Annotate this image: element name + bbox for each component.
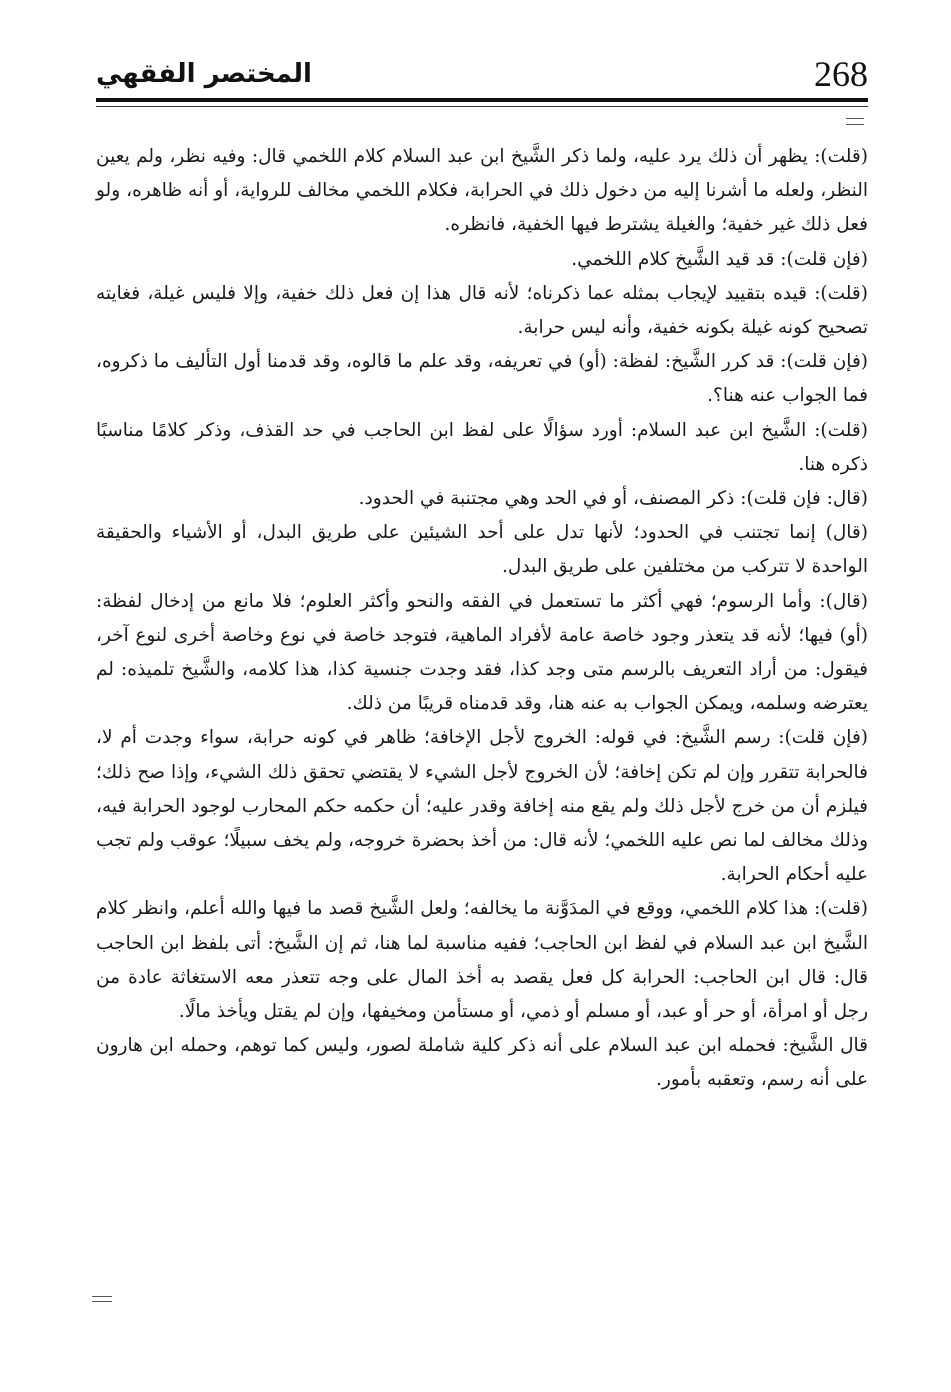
paragraph: (فإن قلت): قد كرر الشَّيخ: لفظة: (أو) في تعريفه، وقد علم ما قالوه، وقد قدمنا أول التأليف ما ذكروه، فما الجواب عنه هنا؟. xyxy=(96,351,868,407)
header-rule-thin xyxy=(96,106,868,107)
paragraph: (قال): وأما الرسوم؛ فهي أكثر ما تستعمل في الفقه والنحو وأكثر العلوم؛ فلا مانع من إدخال لفظة: (أو) فيها؛ لأنه قد يتعذر وجود خاصة عامة لأفراد الماهية، فتوجد خاصة في نوع وخاصة أخرى لنوع آخر، فيقول: من أراد التعريف بالرسم متى وجد كذا، فقد وجدت جنسية كذا، هذا كلامه، والشَّيخ تلميذه: لم يعترضه وسلمه، ويمكن الجواب به عنه هنا، وقد قدمناه قريبًا من ذلك. xyxy=(96,590,868,715)
footer-mark xyxy=(92,1296,112,1297)
paragraph: قال الشَّيخ: فحمله ابن عبد السلام على أنه ذكر كلية شاملة لصور، وليس كما توهم، وحمله ابن هارون على أنه رسم، وتعقبه بأمور. xyxy=(96,1035,868,1091)
paragraph: (قلت): قيده بتقييد لإيجاب بمثله عما ذكرناه؛ لأنه قال هذا إن فعل ذلك خفية، وإلا فليس غيلة، فغايته تصحيح كونه غيلة بكونه خفية، وأنه ليس حرابة. xyxy=(96,282,868,339)
header-rule-thick xyxy=(96,98,868,102)
paragraph: (قلت): هذا كلام اللخمي، ووقع في المدَوَّنة ما يخالفه؛ ولعل الشَّيخ قصد ما فيها والله أعلم، وانظر كلام الشَّيخ ابن عبد السلام في لفظ ابن الحاجب؛ ففيه مناسبة لما هنا، ثم إن الشَّيخ: أتى بلفظ ابن الحاجب قال: قال ابن الحاجب: الحرابة كل فعل يقصد به أخذ المال على وجه تتعذر معه الاستغاثة عادة من رجل أو امرأة، أو حر أو عبد، أو مسلم أو ذمي، أو مستأمن ومخيفها، وإن لم يقتل ويأخذ مالًا. xyxy=(96,898,868,1023)
paragraph: (قال: فإن قلت): ذكر المصنف، أو في الحد وهي مجتنبة في الحدود. xyxy=(358,488,868,510)
body-text xyxy=(96,140,868,1098)
page-number: 268 xyxy=(814,54,868,94)
footer-mark xyxy=(92,1301,112,1302)
running-title: المختصر الفقهي xyxy=(96,59,312,89)
paragraph: (فإن قلت): قد قيد الشَّيخ كلام اللخمي. xyxy=(571,248,868,270)
page-header xyxy=(96,50,868,100)
paragraph: (فإن قلت): رسم الشَّيخ: في قوله: الخروج لأجل الإخافة؛ ظاهر في كونه حرابة، سواء وجدت أم لا، فالحرابة تتقرر وإن لم تكن إخافة؛ لأن الخروج لأجل الشيء لا يقتضي تحقق ذلك الشيء، وإذا صح ذلك؛ فيلزم أن من خرج لأجل ذلك ولم يقع منه إخافة وقدر عليه؛ أن حكمه حكم المحارب لوجود الحرابة فيه، وذلك مخالف لما نص عليه اللخمي؛ لأنه قال: من أخذ بحضرة خروجه، ولم يخف سبيلًا؛ عوقب ولم تجب عليه أحكام الحرابة. xyxy=(96,727,868,886)
paragraph: (قلت): الشَّيخ ابن عبد السلام: أورد سؤالًا على لفظ ابن الحاجب في حد القذف، وذكر كلامًا مناسبًا ذكره هنا. xyxy=(96,419,868,475)
paragraph: (قلت): يظهر أن ذلك يرد عليه، ولما ذكر الشَّيخ ابن عبد السلام كلام اللخمي قال: وفيه نظر، ولم يعين النظر، ولعله ما أشرنا إليه من دخول ذلك في الحرابة، فكلام اللخمي مخالف للرواية، أو أنه ظاهره، ولو فعل ذلك غير خفية؛ والغيلة يشترط فيها الخفية، فانظره. xyxy=(96,146,868,236)
margin-mark xyxy=(846,118,864,119)
margin-mark xyxy=(846,124,864,125)
paragraph: (قال) إنما تجتنب في الحدود؛ لأنها تدل على أحد الشيئين على طريق البدل، أو الأشياء والحقيقة الواحدة لا تتركب من مختلفين على طريق البدل. xyxy=(96,522,868,578)
